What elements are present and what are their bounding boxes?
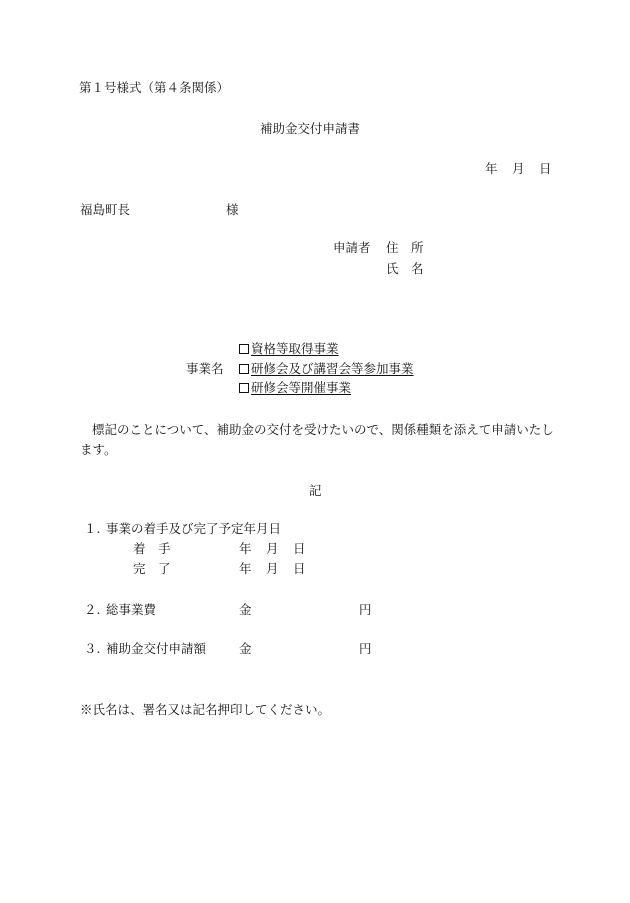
form-number: 第１号様式（第４条関係）: [79, 80, 230, 95]
ki-heading: 記: [309, 483, 322, 498]
date-month: 月: [512, 161, 525, 176]
project-option-label: 研修会等開催事業: [251, 380, 352, 395]
signature-note: ※氏名は、署名又は記名押印してください。: [80, 702, 331, 717]
item-label: 事業の着手及び完了予定年月日: [106, 521, 282, 536]
start-year: 年: [239, 541, 252, 556]
yen-label: 円: [359, 641, 372, 656]
item-number: １.: [84, 521, 101, 536]
project-option-3: [239, 382, 351, 395]
item-label: 補助金交付申請額: [106, 641, 207, 656]
date-day: 日: [539, 161, 552, 176]
applicant-address-label: 住 所: [386, 240, 424, 255]
checkbox-icon: [239, 364, 249, 374]
kin-label: 金: [239, 602, 252, 617]
end-label: 完 了: [133, 561, 171, 576]
start-day: 日: [293, 541, 306, 556]
end-year: 年: [239, 561, 252, 576]
checkbox-icon: [239, 383, 249, 393]
checkbox-icon: [239, 344, 249, 354]
addressee-honorific: 様: [226, 202, 239, 217]
applicant-name-label: 氏 名: [386, 261, 424, 276]
addressee-name: 福島町長: [80, 202, 131, 217]
item-number: ３.: [84, 641, 101, 656]
start-label: 着 手: [133, 541, 171, 556]
project-option-1: [239, 343, 339, 356]
applicant-label: 申請者: [333, 240, 371, 255]
body-paragraph: 標記のことについて、補助金の交付を受けたいので、関係種類を添えて申請いたします。: [80, 422, 554, 457]
item-label: 総事業費: [106, 602, 157, 617]
end-month: 月: [266, 561, 279, 576]
date-year: 年: [485, 161, 498, 176]
start-month: 月: [266, 541, 279, 556]
project-option-label: 資格等取得事業: [251, 341, 339, 356]
project-option-2: [239, 363, 414, 376]
document-title: 補助金交付申請書: [260, 121, 361, 136]
yen-label: 円: [359, 602, 372, 617]
item-number: ２.: [84, 602, 101, 617]
end-day: 日: [293, 561, 306, 576]
project-label: 事業名: [186, 361, 224, 376]
kin-label: 金: [239, 641, 252, 656]
project-option-label: 研修会及び講習会等参加事業: [251, 361, 414, 376]
